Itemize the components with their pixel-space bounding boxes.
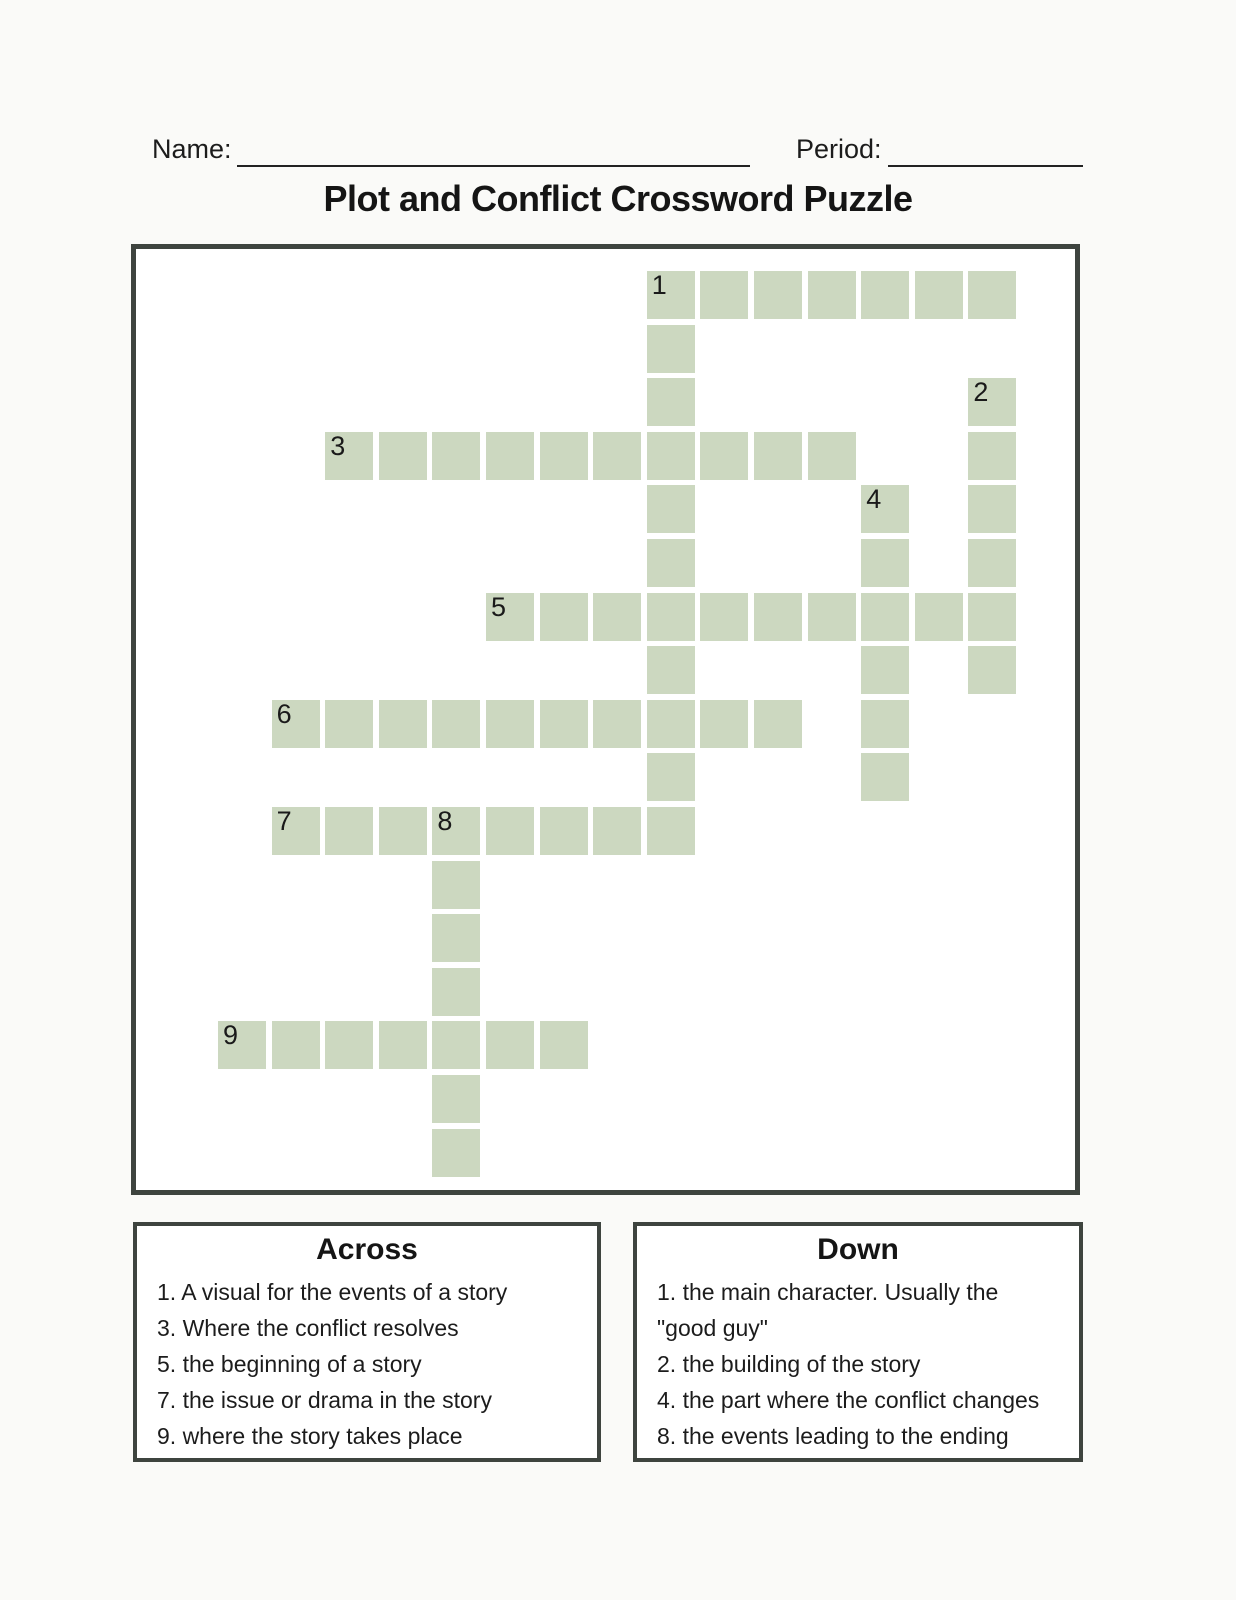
page-title: Plot and Conflict Crossword Puzzle — [323, 178, 913, 219]
clue-line: 9. where the story takes place — [157, 1423, 463, 1449]
grid-cell[interactable] — [432, 861, 480, 909]
grid-cell[interactable] — [486, 807, 534, 855]
period-label: Period: — [796, 134, 882, 164]
grid-cell[interactable] — [432, 1129, 480, 1177]
cell-number: 2 — [973, 377, 989, 408]
grid-cell[interactable] — [808, 593, 856, 641]
grid-cell[interactable] — [700, 271, 748, 319]
grid-cell[interactable] — [647, 485, 695, 533]
grid-cell[interactable] — [647, 378, 695, 426]
grid-cell[interactable] — [540, 807, 588, 855]
down-title: Down — [817, 1233, 899, 1266]
grid-cell[interactable] — [700, 432, 748, 480]
grid-cell[interactable] — [432, 432, 480, 480]
clue-line: 1. A visual for the events of a story — [157, 1279, 508, 1305]
clue-line: 5. the beginning of a story — [157, 1351, 422, 1377]
grid-cell[interactable] — [968, 378, 1016, 426]
cell-number: 9 — [223, 1020, 239, 1051]
grid-cell[interactable] — [593, 700, 641, 748]
grid-cell[interactable] — [968, 271, 1016, 319]
grid-cell[interactable] — [861, 753, 909, 801]
cell-number: 5 — [491, 591, 507, 622]
clue-line: "good guy" — [657, 1315, 768, 1341]
clue-line: 4. the part where the conflict changes — [657, 1387, 1040, 1413]
grid-cell[interactable] — [272, 807, 320, 855]
grid-cell[interactable] — [861, 539, 909, 587]
across-clues-box — [133, 1222, 601, 1462]
cell-number: 7 — [276, 806, 292, 836]
crossword-grid-box — [131, 244, 1080, 1195]
clue-line: 8. the events leading to the ending — [657, 1423, 1009, 1449]
cell-number: 8 — [437, 806, 453, 836]
grid-cell[interactable] — [540, 432, 588, 480]
grid-cell[interactable] — [218, 1021, 266, 1069]
grid-cell[interactable] — [432, 1021, 480, 1069]
grid-cell[interactable] — [325, 807, 373, 855]
grid-cell[interactable] — [647, 646, 695, 694]
grid-cell[interactable] — [540, 700, 588, 748]
cell-number: 4 — [866, 484, 882, 515]
name-input-line[interactable] — [237, 165, 750, 167]
grid-cell[interactable] — [593, 593, 641, 641]
grid-cell[interactable] — [325, 1021, 373, 1069]
grid-cell[interactable] — [808, 432, 856, 480]
grid-cell[interactable] — [325, 432, 373, 480]
grid-cell[interactable] — [861, 646, 909, 694]
cell-number: 1 — [651, 270, 667, 300]
grid-cell[interactable] — [486, 700, 534, 748]
down-clues-box — [633, 1222, 1083, 1462]
across-clue-list — [157, 1274, 597, 1454]
grid-cell[interactable] — [432, 700, 480, 748]
grid-cell[interactable] — [647, 271, 695, 319]
down-clue-list — [657, 1274, 1079, 1454]
grid-cell[interactable] — [647, 753, 695, 801]
grid-cell[interactable] — [968, 485, 1016, 533]
grid-cell[interactable] — [861, 700, 909, 748]
grid-cell[interactable] — [486, 1021, 534, 1069]
grid-cell[interactable] — [272, 1021, 320, 1069]
grid-cell[interactable] — [486, 593, 534, 641]
grid-cell[interactable] — [540, 1021, 588, 1069]
grid-cell[interactable] — [379, 807, 427, 855]
grid-cell[interactable] — [379, 432, 427, 480]
name-label: Name: — [152, 134, 232, 164]
clue-line: 7. the issue or drama in the story — [157, 1387, 492, 1413]
clue-line: 3. Where the conflict resolves — [157, 1315, 459, 1341]
clue-line: 2. the building of the story — [657, 1351, 921, 1377]
grid-cell[interactable] — [379, 1021, 427, 1069]
period-input-line[interactable] — [888, 165, 1083, 167]
grid-cell[interactable] — [754, 593, 802, 641]
grid-cell[interactable] — [915, 593, 963, 641]
grid-cell[interactable] — [808, 271, 856, 319]
grid-cell[interactable] — [272, 700, 320, 748]
grid-cell[interactable] — [432, 968, 480, 1016]
grid-cell[interactable] — [325, 700, 373, 748]
grid-cell[interactable] — [486, 432, 534, 480]
grid-cell[interactable] — [700, 700, 748, 748]
grid-cell[interactable] — [754, 432, 802, 480]
grid-cell[interactable] — [540, 593, 588, 641]
grid-cell[interactable] — [968, 593, 1016, 641]
cell-number: 6 — [276, 698, 292, 729]
grid-cell[interactable] — [647, 432, 695, 480]
grid-cell[interactable] — [593, 432, 641, 480]
grid-cell[interactable] — [432, 914, 480, 962]
grid-cell[interactable] — [861, 485, 909, 533]
grid-cell[interactable] — [968, 539, 1016, 587]
clue-line: 1. the main character. Usually the — [657, 1279, 999, 1305]
grid-cell[interactable] — [915, 271, 963, 319]
grid-cell[interactable] — [647, 539, 695, 587]
cell-number: 3 — [330, 430, 346, 461]
grid-cell[interactable] — [647, 807, 695, 855]
grid-cell[interactable] — [647, 593, 695, 641]
grid-cell[interactable] — [861, 271, 909, 319]
grid-cell[interactable] — [968, 432, 1016, 480]
grid-cell[interactable] — [432, 1075, 480, 1123]
across-title: Across — [316, 1233, 418, 1266]
grid-cell[interactable] — [379, 700, 427, 748]
grid-cell[interactable] — [647, 700, 695, 748]
grid-cell[interactable] — [593, 807, 641, 855]
grid-cell[interactable] — [861, 593, 909, 641]
grid-cell[interactable] — [754, 700, 802, 748]
grid-cell[interactable] — [968, 646, 1016, 694]
grid-cell[interactable] — [647, 325, 695, 373]
grid-cell[interactable] — [432, 807, 480, 855]
grid-cell[interactable] — [754, 271, 802, 319]
grid-cell[interactable] — [700, 593, 748, 641]
